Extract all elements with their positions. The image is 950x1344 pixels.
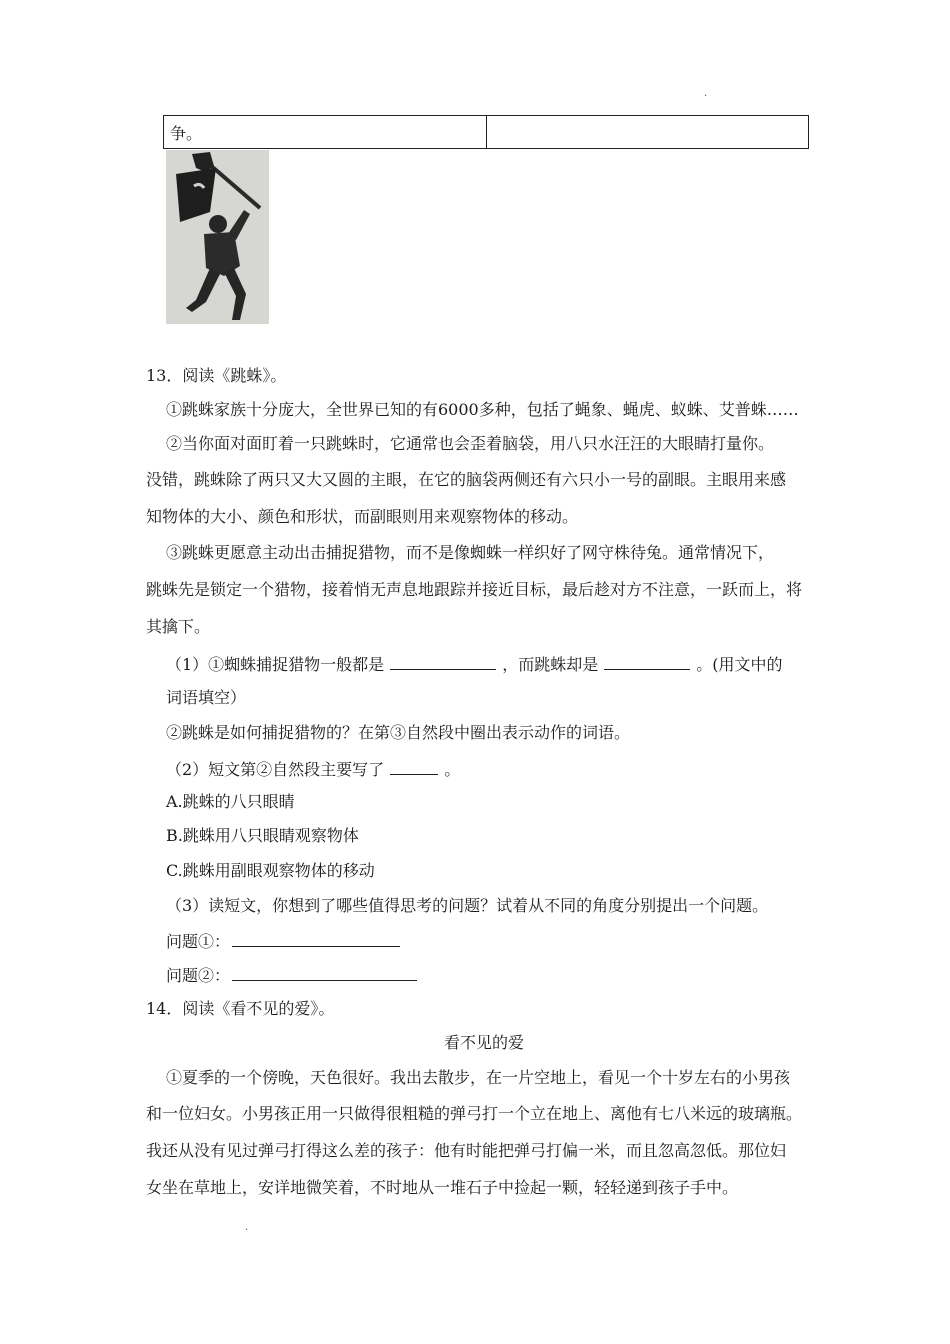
- sub1-text-c: 。(用文中的: [696, 655, 783, 674]
- q14-para1-line2: 和一位妇女。小男孩正用一只做得很粗糙的弹弓打一个立在地上、离他有七八米远的玻璃瓶。: [146, 1104, 803, 1123]
- q13-sub2: [166, 760, 460, 778]
- scan-dot-top: .: [704, 88, 708, 99]
- scan-dot-bottom: .: [245, 1222, 249, 1233]
- q13-para3-line1: ③跳蛛更愿意主动出击捕捉猎物，而不是像蜘蛛一样织好了网守株待兔。通常情况下，: [166, 543, 775, 562]
- q13-para2-line3: 知物体的大小、颜色和形状，而副眼则用来观察物体的移动。: [146, 507, 579, 526]
- q13-para1: ①跳蛛家族十分庞大，全世界已知的有6000多种，包括了蝇象、蝇虎、蚁蛛、艾普蛛……: [166, 400, 799, 419]
- q13-title: 13．阅读《跳蛛》。: [146, 366, 287, 385]
- table-cell-left: 争。: [164, 116, 487, 149]
- q13-sub1-line2: 词语填空）: [166, 688, 247, 707]
- sub1-text-b: ，而跳蛛却是: [502, 655, 599, 674]
- q14-title: 14．阅读《看不见的爱》。: [146, 999, 335, 1018]
- sub1-text-a: （1）①蜘蛛捕捉猎物一般都是: [166, 655, 385, 674]
- answer-blank-3[interactable]: [390, 760, 438, 775]
- q13-para2-line1: ②当你面对面盯着一只跳蛛时，它通常也会歪着脑袋，用八只水汪汪的大眼睛打量你。: [166, 434, 775, 453]
- option-a[interactable]: A.跳蛛的八只眼睛: [166, 792, 295, 811]
- table-cell-right: [487, 116, 809, 149]
- question-1-label: 问题①：: [166, 932, 231, 951]
- q13-para3-line2: 跳蛛先是锁定一个猎物，接着悄无声息地跟踪并接近目标，最后趁对方不注意，一跃而上，将: [146, 580, 803, 599]
- question-1-blank[interactable]: [232, 932, 400, 947]
- q13-sub1-line1: [166, 655, 782, 673]
- question-2-row: [166, 966, 423, 984]
- q14-para1-line4: 女坐在草地上，安详地微笑着，不时地从一堆石子中捡起一颗，轻轻递到孩子手中。: [146, 1178, 739, 1197]
- answer-blank-1[interactable]: [390, 655, 496, 670]
- q13-para2-line2: 没错，跳蛛除了两只又大又圆的主眼，在它的脑袋两侧还有六只小一号的副眼。主眼用来感: [146, 470, 787, 489]
- sub2-text-a: （2）短文第②自然段主要写了: [166, 760, 385, 779]
- q14-para1-line3: 我还从没有见过弹弓打得这么差的孩子：他有时能把弹弓打偏一米，而且忽高忽低。那位妇: [146, 1141, 787, 1160]
- q13-sub3: （3）读短文，你想到了哪些值得思考的问题？试着从不同的角度分别提出一个问题。: [166, 896, 769, 915]
- q14-heading: 看不见的爱: [444, 1033, 525, 1052]
- question-2-label: 问题②：: [166, 966, 231, 985]
- figure-svg: [166, 150, 269, 324]
- q14-para1-line1: ①夏季的一个傍晚，天色很好。我出去散步，在一片空地上，看见一个十岁左右的小男孩: [166, 1068, 791, 1087]
- q13-sub1-part2: ②跳蛛是如何捕捉猎物的？在第③自然段中圈出表示动作的词语。: [166, 723, 631, 742]
- option-b[interactable]: B.跳蛛用八只眼睛观察物体: [166, 826, 359, 845]
- continued-table: [163, 115, 809, 149]
- sub2-text-b: 。: [444, 760, 461, 779]
- question-2-blank[interactable]: [232, 966, 417, 981]
- question-1-row: [166, 932, 406, 950]
- option-c[interactable]: C.跳蛛用副眼观察物体的移动: [166, 861, 375, 880]
- q13-para3-line3: 其擒下。: [146, 617, 211, 636]
- illustration-figure-with-axe: [166, 150, 269, 324]
- answer-blank-2[interactable]: [604, 655, 690, 670]
